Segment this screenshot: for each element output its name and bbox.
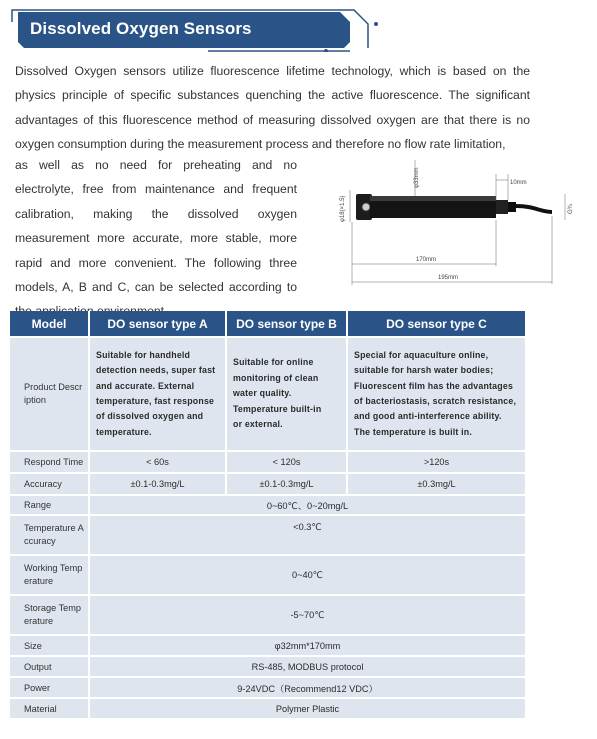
power-value: 9-24VDC（Recommend12 VDC）	[90, 676, 525, 697]
intro-paragraph-continued: as well as no need for preheating and no electrolyte, free from maintenance and frequent calibration, making the dissolved oxygen measurement more accurate, more stable, more rapid and more convenient. The following three models, A, B and C, can be selected according to	[15, 158, 297, 295]
accuracy-type-b: ±0.1-0.3mg/L	[227, 472, 348, 494]
row-label-power: Power	[10, 676, 90, 697]
row-label-accuracy: Accuracy	[10, 472, 90, 494]
table-row-output	[10, 655, 525, 676]
page-title: Dissolved Oxygen Sensors	[30, 19, 252, 38]
dim-label-left-diameter: φ18(×1.5)	[340, 195, 346, 222]
intro-paragraph: Dissolved Oxygen sensors utilize fluorescence lifetime technology, which is based on the physics principle of specific substances quenching the active fluorescence. The significant advantages of this fluorescence method of measuring dissolved oxygen are that there is no oxygen consumption during the measurement process and therefore no flow rate limitation,	[15, 64, 530, 151]
row-label-output: Output	[10, 655, 90, 676]
table-row-range	[10, 494, 525, 514]
accuracy-type-a: ±0.1-0.3mg/L	[90, 472, 227, 494]
respond-time-type-c: >120s	[348, 450, 525, 472]
respond-time-type-a: < 60s	[90, 450, 227, 472]
range-value: 0~60℃、0~20mg/L	[90, 494, 525, 514]
table-row-respond-time	[10, 450, 525, 472]
table-row-storage-temperature	[10, 594, 525, 634]
column-header-type-a: DO sensor type A	[90, 311, 227, 336]
material-value: Polymer Plastic	[90, 697, 525, 718]
row-label-storage-temperature: Storage Temperature	[10, 594, 90, 634]
size-value: φ32mm*170mm	[90, 634, 525, 655]
description-type-c: Special for aquaculture online, suitable for harsh water bodies; Fluorescent film has the advantages of bacteriostasis, scratch resistance, and good anti-interference ability. The temperature is built in.	[354, 349, 517, 437]
table-row-temperature-accuracy	[10, 514, 525, 554]
dim-label-195: 195mm	[438, 275, 459, 281]
column-header-type-b: DO sensor type B	[227, 311, 348, 336]
row-label-size: Size	[10, 634, 90, 655]
working-temperature-value: 0~40℃	[90, 554, 525, 594]
dim-label-170: 170mm	[416, 257, 437, 263]
table-row-material	[10, 697, 525, 718]
column-header-type-c: DO sensor type C	[348, 311, 525, 336]
row-label-range: Range	[10, 494, 90, 514]
table-row-power	[10, 676, 525, 697]
temperature-accuracy-value: <0.3℃	[90, 514, 525, 554]
row-label-working-temperature: Working Temperature	[10, 554, 90, 594]
table-header-row	[10, 311, 525, 336]
sensor-drawing	[330, 160, 580, 290]
storage-temperature-value: -5~70℃	[90, 594, 525, 634]
dim-label-right-diameter: G¾	[568, 204, 574, 214]
section-header	[8, 8, 388, 52]
row-label-respond-time: Respond Time	[10, 450, 90, 472]
accuracy-type-c: ±0.3mg/L	[348, 472, 525, 494]
table-row-working-temperature	[10, 554, 525, 594]
spec-table	[10, 311, 525, 718]
respond-time-type-b: < 120s	[227, 450, 348, 472]
dim-label-top-diameter: φ33mm	[414, 167, 420, 188]
description-type-b: Suitable for online monitoring of clean water quality. Temperature built-in or external.	[233, 357, 322, 430]
dim-label-tip-length: 10mm	[510, 180, 527, 186]
row-label-temperature-accuracy: Temperature Accuracy	[10, 514, 90, 554]
table-row-product-description	[10, 336, 525, 450]
description-type-a: Suitable for handheld detection needs, super fast and accurate. External temperature, fast response of dissolved oxygen and temperature.	[96, 349, 216, 437]
column-header-model: Model	[10, 311, 90, 336]
row-label-material: Material	[10, 697, 90, 718]
output-value: RS-485, MODBUS protocol	[90, 655, 525, 676]
sensor-dimension-diagram	[330, 160, 580, 290]
row-label-product-description: Product Description	[10, 336, 90, 450]
table-row-accuracy	[10, 472, 525, 494]
table-row-size	[10, 634, 525, 655]
